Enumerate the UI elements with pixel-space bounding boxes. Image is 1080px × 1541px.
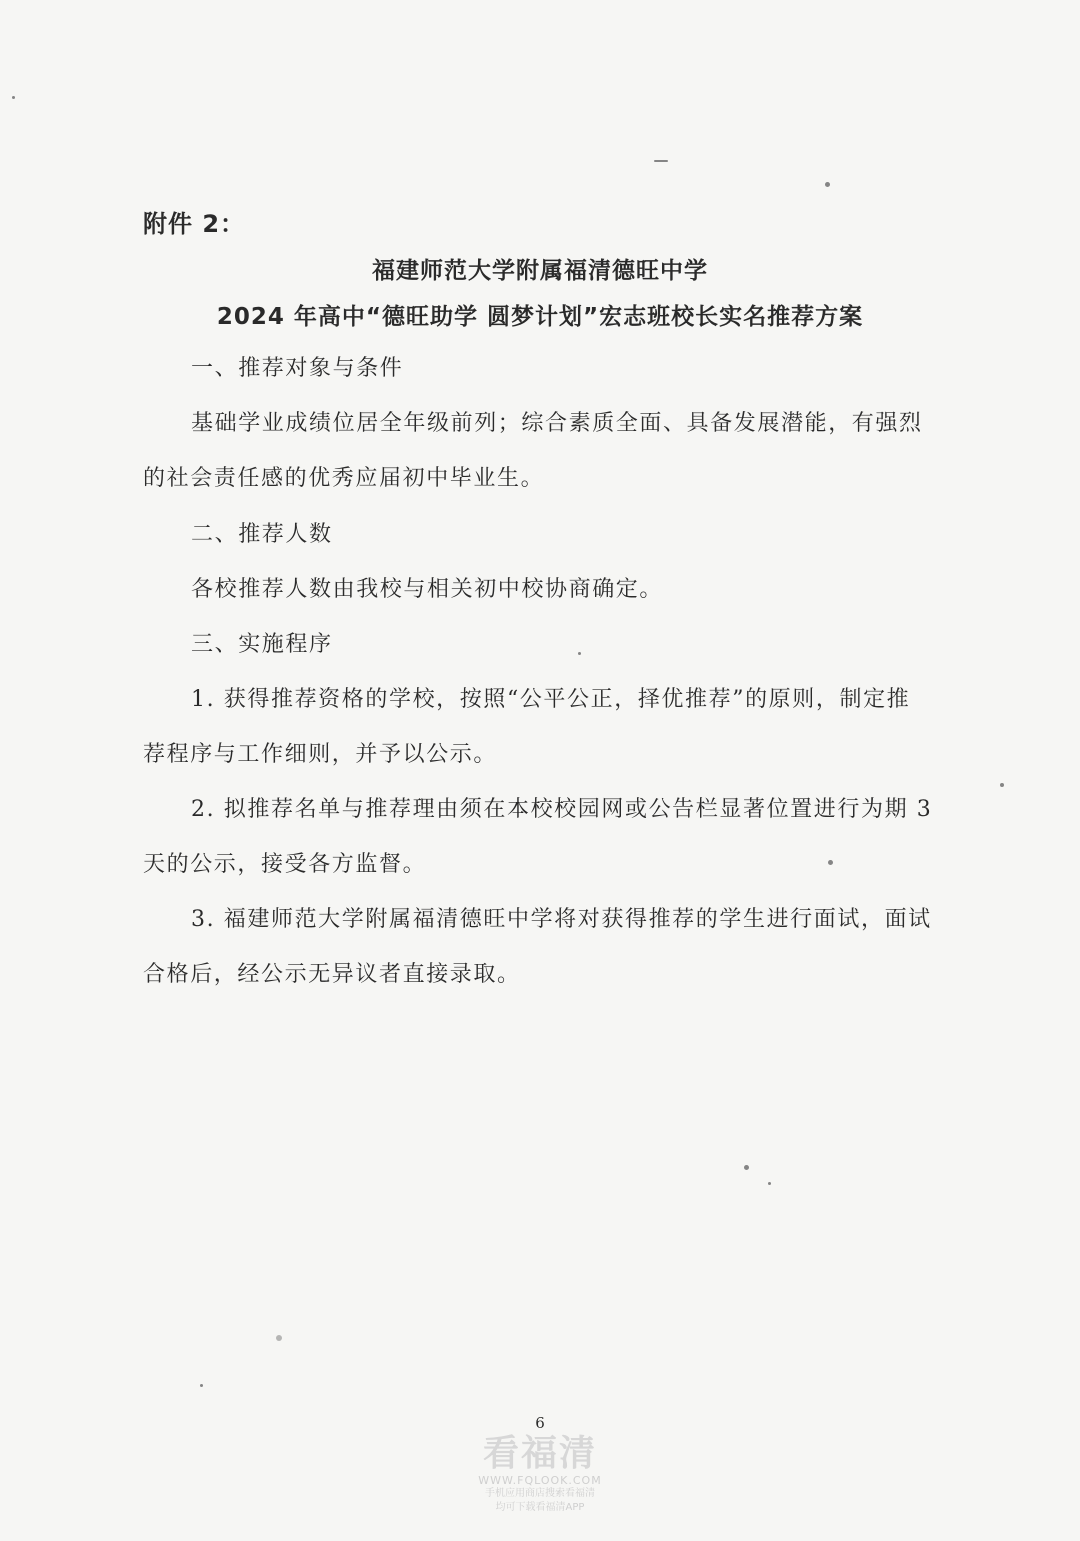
section2-heading: 二、推荐人数 [191,522,333,547]
scan-speck [825,182,830,187]
section3-item-3: 3. 福建师范大学附属福清德旺中学将对获得推荐的学生进行面试，面试合格后，经公示无异议者直接录取。 [143,907,932,987]
section3-item-1: 1. 获得推荐资格的学校，按照“公平公正，择优推荐”的原则，制定推荐程序与工作细则，并予以公示。 [143,687,911,767]
section3-heading: 三、实施程序 [191,632,333,657]
attachment-label: 附件 2： [143,210,246,238]
watermark-logo: 看福清 [482,1433,597,1474]
page-number: 6 [535,1414,545,1432]
scan-speck [654,160,668,162]
scan-speck [768,1182,771,1185]
document-title-line2: 2024 年高中“德旺助学 圆梦计划”宏志班校长实名推荐方案 [216,304,864,330]
document-title-line1: 福建师范大学附属福清德旺中学 [372,258,708,284]
scan-speck [12,96,15,99]
section1-heading: 一、推荐对象与条件 [191,356,404,381]
scan-speck [276,1335,282,1341]
section3-item-2: 2. 拟推荐名单与推荐理由须在本校校园网或公告栏显著位置进行为期 3 天的公示，接受各方监督。 [143,797,933,877]
section2-text: 各校推荐人数由我校与相关初中校协商确定。 [191,577,664,602]
watermark [470,1425,610,1515]
section1-text: 基础学业成绩位居全年级前列；综合素质全面、具备发展潜能，有强烈的社会责任感的优秀应届初中毕业生。 [143,411,923,491]
watermark-line1: 手机应用商店搜索看福清 [485,1488,595,1499]
watermark-url: WWW.FQLOOK.COM [478,1474,602,1487]
scan-speck [200,1384,203,1387]
scan-speck [744,1165,749,1170]
scan-speck [1000,783,1004,787]
watermark-line2: 均可下载看福清APP [495,1502,585,1513]
